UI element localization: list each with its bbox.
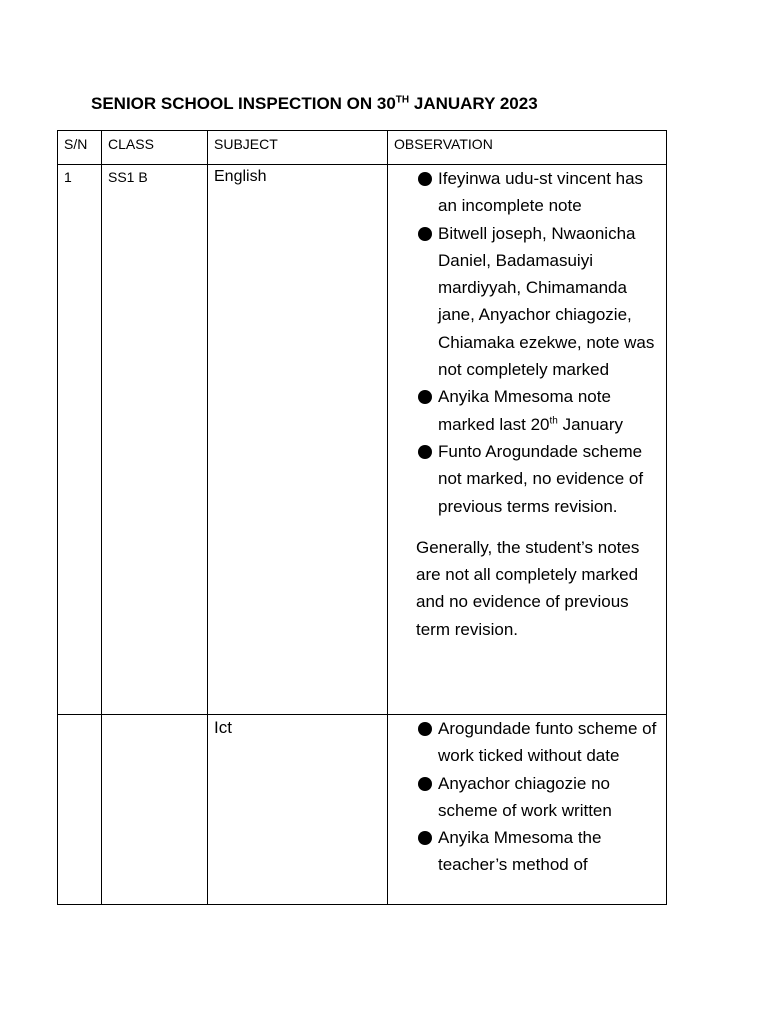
cell-subject: English [208, 165, 388, 715]
title-prefix: SENIOR SCHOOL INSPECTION ON 30 [91, 94, 396, 113]
list-item: Arogundade funto scheme of work ticked without date [416, 715, 666, 770]
title-suffix: JANUARY 2023 [409, 94, 538, 113]
list-item: Anyika Mmesoma note marked last 20th January [416, 383, 666, 438]
list-item: Anyachor chiagozie no scheme of work written [416, 770, 666, 825]
bullet-icon [418, 777, 432, 791]
observation-list [388, 165, 666, 520]
cell-subject: Ict [208, 715, 388, 905]
bullet-icon [418, 390, 432, 404]
list-item: Bitwell joseph, Nwaonicha Daniel, Badamasuiyi mardiyyah, Chimamanda jane, Anyachor chiagozie, Chiamaka ezekwe, note was not completely marked [416, 220, 666, 384]
bullet-icon [418, 722, 432, 736]
table-header-row [58, 131, 667, 165]
table-row [58, 715, 667, 905]
title-superscript: TH [395, 94, 410, 106]
list-item: Ifeyinwa udu-st vincent has an incomplete note [416, 165, 666, 220]
header-class: CLASS [102, 131, 208, 165]
list-item: Funto Arogundade scheme not marked, no evidence of previous terms revision. [416, 438, 666, 520]
cell-class: SS1 B [102, 165, 208, 715]
header-subject: SUBJECT [208, 131, 388, 165]
observation-summary: Generally, the student’s notes are not all completely marked and no evidence of previous term revision. [416, 537, 640, 639]
bullet-icon [418, 445, 432, 459]
header-sn: S/N [58, 131, 102, 165]
cell-class [102, 715, 208, 905]
cell-observation [388, 165, 667, 715]
bullet-icon [418, 172, 432, 186]
list-item: Anyika Mmesoma the teacher’s method of [416, 824, 666, 879]
cell-observation [388, 715, 667, 905]
document-title [91, 94, 538, 114]
bullet-icon [418, 831, 432, 845]
table-row [58, 165, 667, 715]
observation-list [388, 715, 666, 879]
inspection-table [57, 130, 667, 905]
bullet-icon [418, 227, 432, 241]
header-observation: OBSERVATION [388, 131, 667, 165]
cell-sn [58, 715, 102, 905]
cell-sn: 1 [58, 165, 102, 715]
